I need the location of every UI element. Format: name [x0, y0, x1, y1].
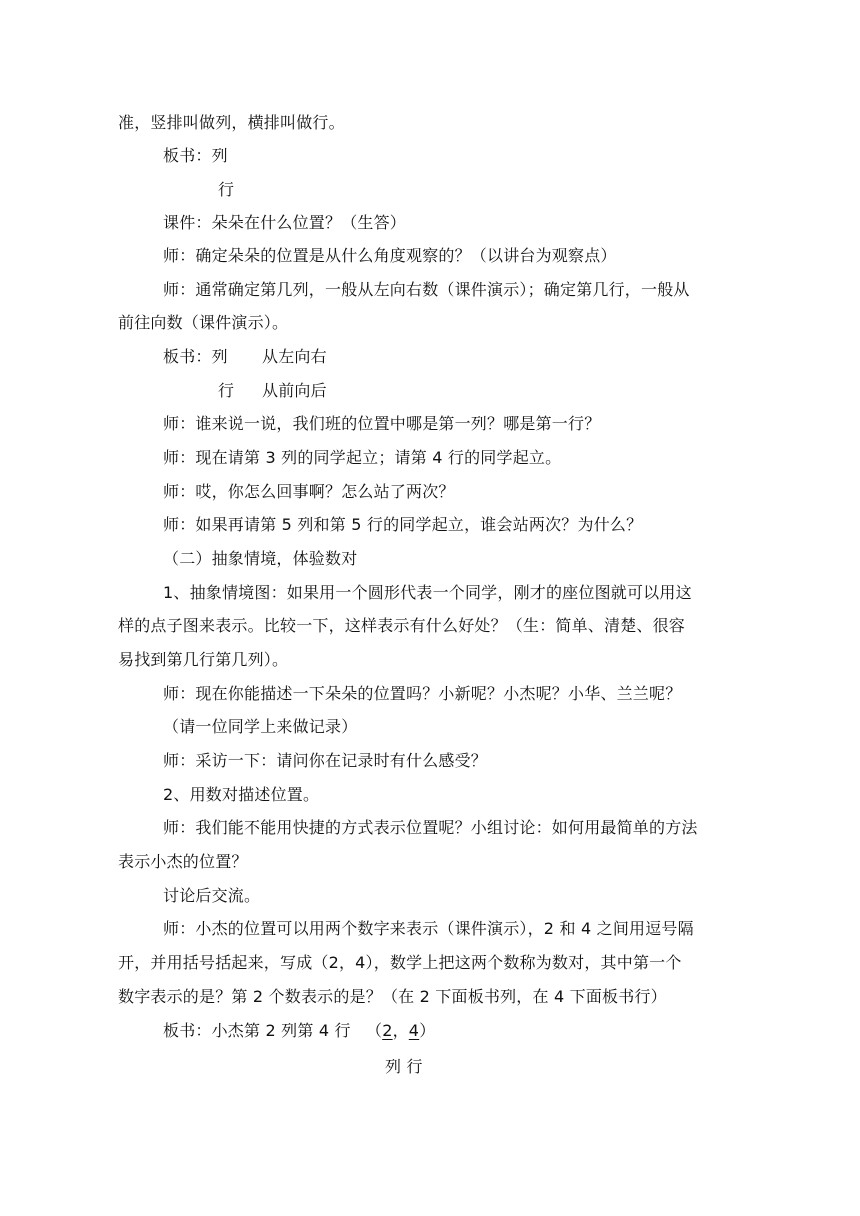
text-line: 开，并用括号括起来，写成（2，4），数学上把这两个数称为数对，其中第一个	[118, 953, 682, 972]
text-line: 数字表示的是？第 2 个数表示的是？（在 2 下面板书列，在 4 下面板书行）	[118, 987, 667, 1006]
board-label: 板书：小杰第 2 列第 4 行	[163, 1021, 351, 1040]
text-line: （请一位同学上来做记录）	[163, 717, 358, 736]
board-label: 板书：列	[163, 347, 228, 366]
text-line: 样的点子图来表示。比较一下，这样表示有什么好处？（生：简单、清楚、很容	[118, 616, 686, 635]
board-item: 行	[218, 180, 235, 199]
text-line: 师：如果再请第 5 列和第 5 行的同学起立，谁会站两次？为什么？	[163, 515, 643, 534]
text-line: 师：哎，你怎么回事啊？怎么站了两次？	[163, 482, 455, 501]
board-note: 从左向右	[262, 347, 327, 366]
pair-second: 4	[408, 1021, 420, 1040]
pair-comma: ，	[392, 1021, 409, 1040]
text-line: 讨论后交流。	[163, 886, 261, 905]
paren-open: （	[366, 1021, 383, 1040]
pair-first: 2	[382, 1021, 393, 1040]
number-pair	[366, 1021, 435, 1041]
text-line: 课件：朵朵在什么位置？（生答）	[163, 213, 407, 232]
text-line: 师：确定朵朵的位置是从什么角度观察的？（以讲台为观察点）	[163, 246, 617, 265]
text-line: 1、抽象情境图：如果用一个圆形代表一个同学，刚才的座位图就可以用这	[163, 583, 692, 602]
board-note: 从前向后	[262, 381, 327, 400]
paren-close: ）	[419, 1021, 436, 1040]
text-line: 师：采访一下：请问你在记录时有什么感受？	[163, 751, 488, 770]
board-label: 板书：列	[163, 146, 228, 165]
section-heading: 2、用数对描述位置。	[163, 785, 320, 804]
text-line: 师：通常确定第几列，一般从左向右数（课件演示）；确定第几行，一般从	[163, 280, 690, 299]
pair-labels: 列 行	[385, 1057, 423, 1076]
board-item: 行	[218, 381, 235, 400]
text-line: 师：现在请第 3 列的同学起立；请第 4 行的同学起立。	[163, 448, 562, 467]
text-line: 易找到第几行第几列）。	[118, 650, 289, 669]
text-line: 师：我们能不能用快捷的方式表示位置呢？小组讨论：如何用最简单的方法	[163, 818, 698, 837]
text-line: 师：现在你能描述一下朵朵的位置吗？小新呢？小杰呢？小华、兰兰呢？	[163, 684, 682, 703]
text-line: 师：小杰的位置可以用两个数字来表示（课件演示），2 和 4 之间用逗号隔	[163, 919, 694, 938]
text-line: 表示小杰的位置？	[118, 852, 248, 871]
text-line: 师：谁来说一说，我们班的位置中哪是第一列？哪是第一行？	[163, 414, 601, 433]
section-heading: （二）抽象情境，体验数对	[163, 549, 358, 568]
text-line: 准，竖排叫做列，横排叫做行。	[118, 113, 345, 132]
text-line: 前往向数（课件演示）。	[118, 313, 289, 332]
